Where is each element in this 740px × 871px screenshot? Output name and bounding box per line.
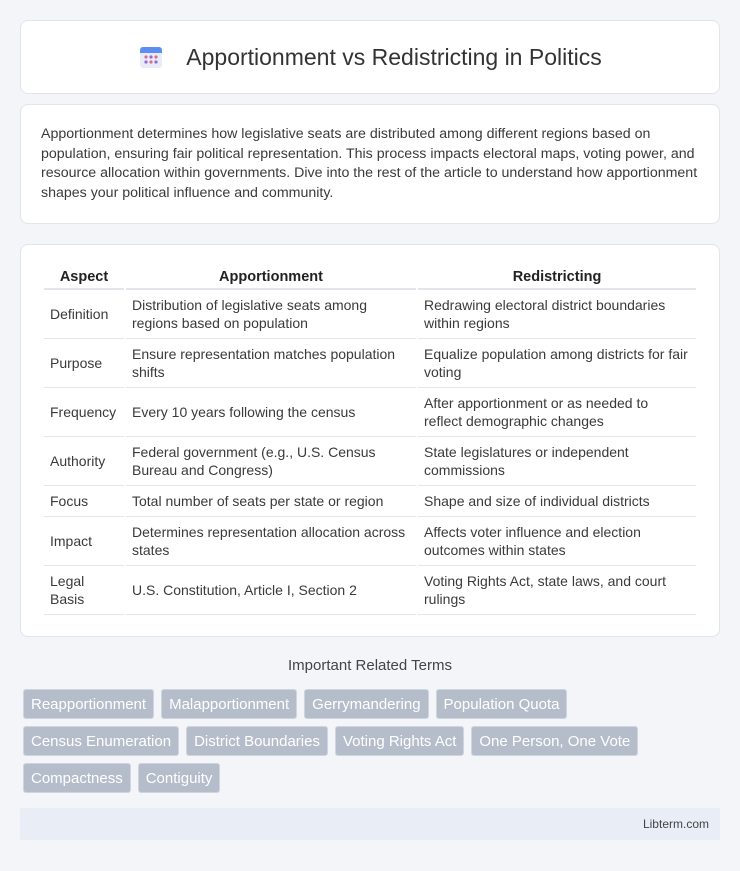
header-aspect: Aspect [44, 265, 124, 290]
redistricting-cell: Shape and size of individual districts [418, 486, 696, 517]
apportionment-cell: Every 10 years following the census [126, 388, 416, 437]
related-terms-title: Important Related Terms [288, 657, 452, 674]
table-row [44, 517, 696, 566]
aspect-cell: Purpose [44, 339, 124, 388]
table-row [44, 388, 696, 437]
term-tag[interactable]: One Person, One Vote [471, 726, 638, 756]
table-row [44, 339, 696, 388]
comparison-table [42, 265, 698, 615]
redistricting-cell: Redrawing electoral district boundaries within regions [418, 290, 696, 339]
aspect-cell: Impact [44, 517, 124, 566]
term-tag[interactable]: Compactness [23, 763, 131, 793]
aspect-cell: Frequency [44, 388, 124, 437]
redistricting-cell: After apportionment or as needed to reflect demographic changes [418, 388, 696, 437]
term-tag[interactable]: Voting Rights Act [335, 726, 464, 756]
intro-text: Apportionment determines how legislative seats are distributed among different regions based on population, ensuring fair political representation. This process impacts electoral maps, voting power, and resource allocation within governments. Dive into the rest of the article to understand how apportionment shapes your political influence and community. [41, 126, 698, 201]
redistricting-cell: Equalize population among districts for fair voting [418, 339, 696, 388]
term-tag[interactable]: Contiguity [138, 763, 221, 793]
term-tag[interactable]: Malapportionment [161, 689, 297, 719]
apportionment-cell: Total number of seats per state or region [126, 486, 416, 517]
table-row [44, 566, 696, 615]
aspect-cell: Legal Basis [44, 566, 124, 615]
term-tag[interactable]: Reapportionment [23, 689, 154, 719]
aspect-cell: Focus [44, 486, 124, 517]
term-tag[interactable]: District Boundaries [186, 726, 328, 756]
apportionment-cell: Determines representation allocation across states [126, 517, 416, 566]
aspect-cell: Authority [44, 437, 124, 486]
header-apportionment: Apportionment [126, 265, 416, 290]
intro-card [20, 104, 720, 224]
calendar-grid-icon [138, 44, 164, 70]
term-tag[interactable]: Census Enumeration [23, 726, 179, 756]
redistricting-cell: State legislatures or independent commissions [418, 437, 696, 486]
comparison-card [20, 244, 720, 637]
table-header-row [44, 265, 696, 290]
page-title: Apportionment vs Redistricting in Politics [186, 43, 602, 70]
redistricting-cell: Voting Rights Act, state laws, and court rulings [418, 566, 696, 615]
term-tag[interactable]: Population Quota [436, 689, 568, 719]
table-row [44, 290, 696, 339]
term-tag[interactable]: Gerrymandering [304, 689, 428, 719]
apportionment-cell: U.S. Constitution, Article I, Section 2 [126, 566, 416, 615]
apportionment-cell: Ensure representation matches population shifts [126, 339, 416, 388]
title-card [20, 20, 720, 94]
table-row [44, 486, 696, 517]
footer-site-link[interactable]: Libterm.com [642, 817, 709, 831]
apportionment-cell: Distribution of legislative seats among regions based on population [126, 290, 416, 339]
redistricting-cell: Affects voter influence and election outcomes within states [418, 517, 696, 566]
aspect-cell: Definition [44, 290, 124, 339]
related-terms-list [23, 689, 723, 793]
footer [20, 808, 720, 840]
table-row [44, 437, 696, 486]
header-redistricting: Redistricting [418, 265, 696, 290]
apportionment-cell: Federal government (e.g., U.S. Census Bureau and Congress) [126, 437, 416, 486]
